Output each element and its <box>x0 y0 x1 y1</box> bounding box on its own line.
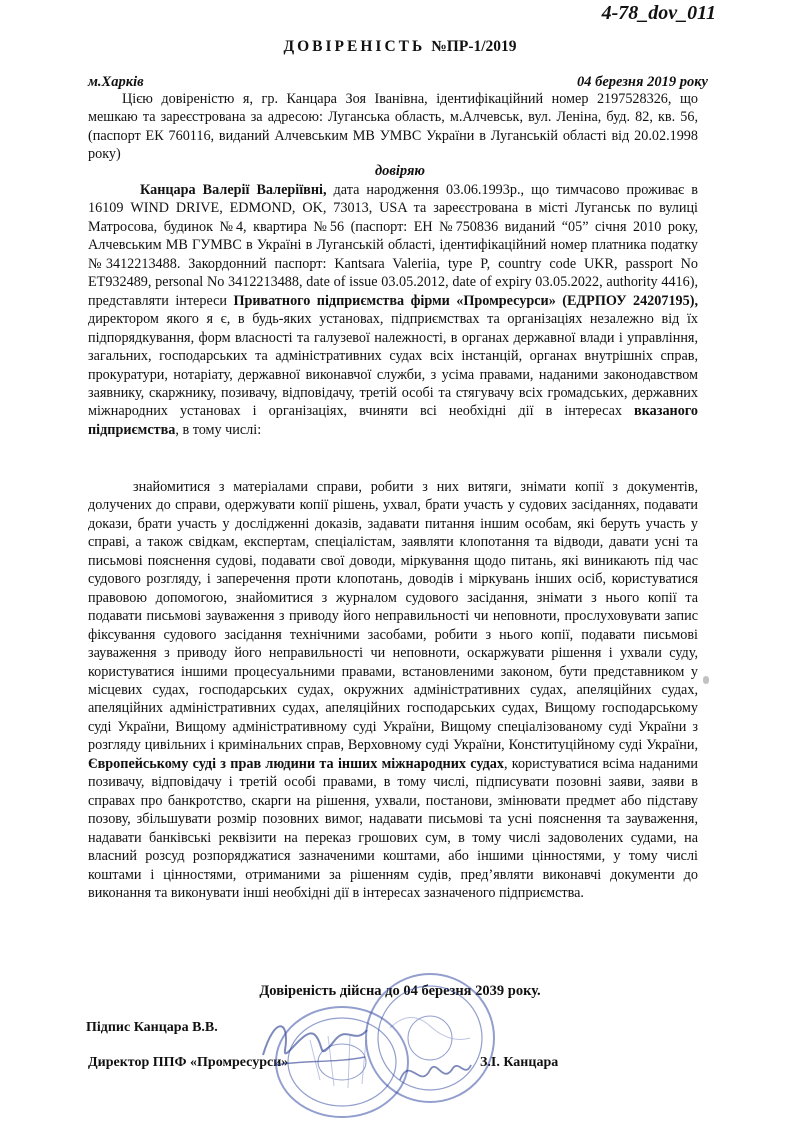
document-number: №ПР-1/2019 <box>431 38 517 55</box>
handwritten-signature-icon <box>255 1005 375 1075</box>
title-word: ДОВІРЕНІСТЬ <box>283 38 426 55</box>
document-date: 04 березня 2019 року <box>576 74 708 90</box>
paragraph-attorney <box>88 181 698 439</box>
scan-speck <box>703 676 709 684</box>
document-id-mark: 4-78_dov_011 <box>601 2 716 24</box>
powers-text: директором якого я є, в будь-яких установах, підприємствах та організаціях незалежно від їх підпорядкування, форм власності та галузевої належності, в органах державної влади і управління, загальних, господарських та адміністративних судах всіх інстанцій, органах внутрішніх справ, прокуратури, нотаріату, державної виконавчої служби, з усіма правами, наданими законодавством заявнику, скаржнику, позивачу, відповідачу, третій особі та стягувачу всіх громадських, державних міжнародних установах і організаціях, вчиняти всі необхідні дії в інтересах <box>88 311 698 420</box>
attorney-details: дата народження 03.06.1993р., що тимчасово проживає в 16109 WIND DRIVE, EDMOND, OK, 73013, USA та зареєстрована в місті Луганськ по вулиці Матросова, будинок №4, квартира №56 (паспорт: ЕН №750836 виданий “05” січня 2010 року, Алчевським МВ ГУМВС в Україні в Луганській області, ідентифікаційний номер платника податку №3412213488. Закордонний паспорт: Kantsara Valeriia, type P, country code UKR, passport No ET932489, personal No 3412213488, date of issue 03.05.2012, date of expiry 03.05.2022, authority 4416), представляти інтереси <box>88 182 698 309</box>
document-title <box>0 38 800 56</box>
signature-label-attorney: Підпис Канцара В.В. <box>86 1020 218 1035</box>
company-reference: вказаного підприємства <box>88 403 698 438</box>
powers-list-text: знайомитися з матеріалами справи, робити з них витяги, знімати копії з документів, долучених до справи, одержувати копії рішень, ухвал, брати участь у судових засіданнях, подавати докази, брати участь у дослідженні доказів, задавати питання іншим особам, які беруть участь у справі, а також свідкам, експертам, спеціалістам, заявляти клопотання та відводи, давати усні та письмові пояснення судові, подавати свої доводи, міркування щодо питань, які виникають під час судового розгляду, і заперечення проти клопотань, доводів і міркувань інших осіб, користуватися правовою допомогою, знайомитися з журналом судового засідання, знімати з нього копії та подавати письмові зауваження з приводу його неправильності чи неповноти, прослуховувати запис фіксування судового засідання технічними засобами, робити з нього копії, подавати письмові зауваження з приводу його неправильності чи неповноти, оскаржувати рішення і ухвали суду, користуватися іншими процесуальними правами, встановленими законом, бути представником у місцевих судах, господарських судах, окружних адміністративних судах, апеляційних судах, апеляційних адміністративних судах, апеляційних господарських судах, Вищому господарському суді України, Вищому адміністративному суді України, Вищому спеціалізованому суді України з розгляду цивільних і кримінальних справ, Верховному суді України, Конституційному суді України, <box>88 479 698 754</box>
paragraph-grantor: Цією довіреністю я, гр. Канцара Зоя Іванівна, ідентифікаційний номер 2197528326, що мешкаю та зареєстрована за адресою: Луганська область, м.Алчевськ, вул. Леніна, буд. 82, кв. 56, (паспорт ЕК 760116, виданий Алчевським МВ УМВС України в Луганській області від 20.02.1998 року) <box>88 91 698 163</box>
paragraph-powers-list <box>88 478 698 902</box>
including-text: , в тому числі: <box>175 421 262 438</box>
director-name: З.І. Канцара <box>480 1055 559 1070</box>
signature-label-director: Директор ППФ «Промресурси» <box>88 1055 289 1070</box>
heading-doviryayu: довіряю <box>374 163 426 179</box>
city: м.Харків <box>88 74 144 90</box>
company-name: Приватного підприємства фірми «Промресурси» (ЕДРПОУ 24207195), <box>233 292 698 309</box>
powers-list-text-end: , користуватися всіма наданими позивачу, відповідачу і третій особі правами, в тому числі, підписувати позовні заяви, заяви в справах про банкротство, скарги на рішення, ухвали, постанови, змінювати предмет або підставу позову, збільшувати розмір позовних вимог, надавати письмові та усні пояснення та зауваження, надавати банківські реквізити на переказ грошових сум, в тому числі задоволених судами, на власний розсуд розпоряджатися зазначеними коштами, або іншими цінностями, у тому числі коштами і цінностями, отриманими за рішенням судів, пред’являти виконавчі документи до виконання та виконувати інші необхідні дії в інтересах зазначеного підприємства. <box>88 755 698 901</box>
director-signature-icon <box>395 1050 475 1095</box>
european-court-text: Європейському суді з прав людини та інших міжнародних судах <box>88 755 504 772</box>
validity-statement: Довіреність дійсна до 04 березня 2039 року. <box>259 983 541 999</box>
attorney-name: Канцара Валерії Валеріївні, <box>140 182 327 198</box>
